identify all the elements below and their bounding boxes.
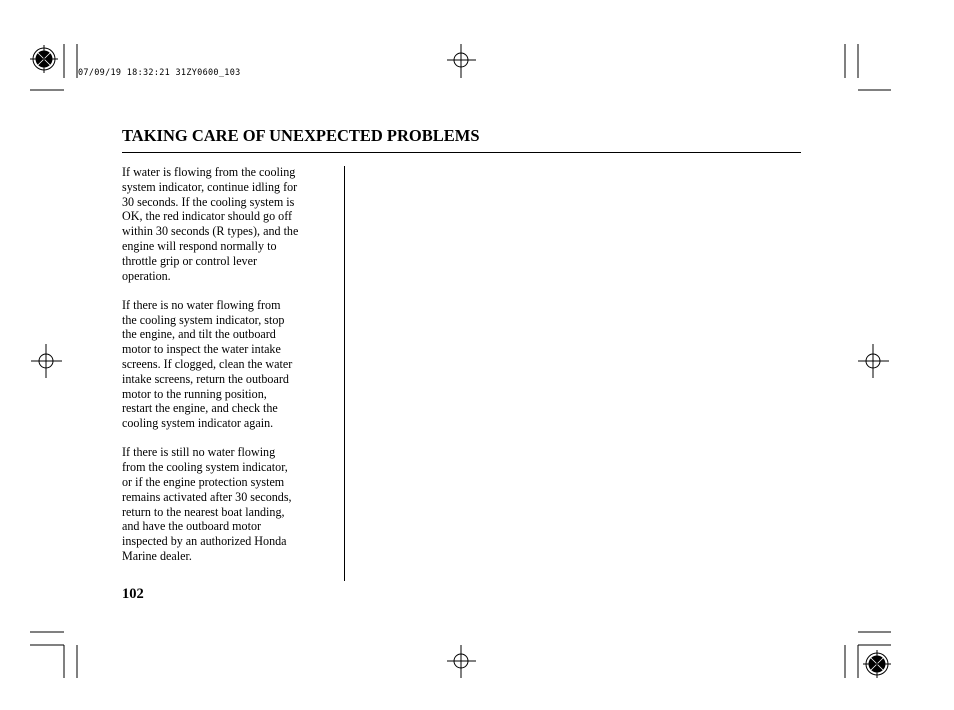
section-title: TAKING CARE OF UNEXPECTED PROBLEMS [122,126,480,145]
print-timestamp: 07/09/19 18:32:21 31ZY0600_103 [78,68,241,78]
registration-mark-right [858,344,889,378]
starburst-target-top-left [30,45,58,73]
paragraph-water-flowing: If water is flowing from the cooling system indicator, continue idling for 30 seconds. If the cooling system is OK, the red indicator should go off within 30 seconds (R types), and the engine will respond normally to throttle grip or control lever operation. [122,165,299,283]
column-divider [344,166,345,581]
paragraph-no-water: If there is no water flowing from the cooling system indicator, stop the engine, and tilt the outboard motor to inspect the water intake screens. If clogged, clean the water intake screens, return the outboard motor to the running position, restart the engine, and check the cooling system indicator again. [122,297,293,431]
text-column [122,165,334,578]
registration-mark-bottom [447,645,476,678]
page-number: 102 [122,586,144,602]
registration-mark-top [447,44,476,78]
title-divider [122,152,801,153]
paragraph-still-no-water: If there is still no water flowing from the cooling system indicator, or if the engine protection system remains activated after 30 seconds, return to the nearest boat landing, and have the outboard motor inspected by an authorized Honda Marine dealer. [122,445,292,563]
starburst-target-bottom-right [863,650,891,678]
registration-mark-left [31,344,62,378]
